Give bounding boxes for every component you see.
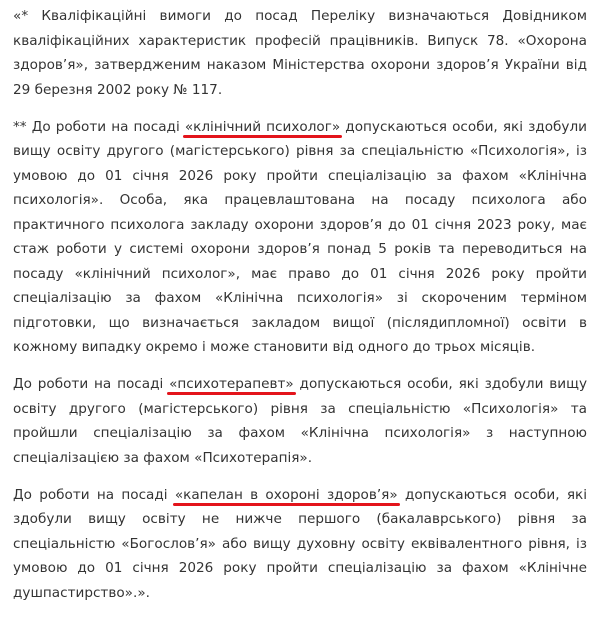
highlighted-position-clinical-psychologist: «клінічний психолог» xyxy=(184,118,341,135)
highlighted-position-chaplain: «капелан в охороні здоров’я» xyxy=(174,486,398,503)
paragraph-body: допускаються особи, які здобули вищу освіту другого (магістерського) рівня за спеціальністю «Психологія», із умовою до 01 січня 2026 року пройти спеціалізацію за фахом «Клінічна психологія». Особа, яка працевлаштована на посаду психолога або практичного психолога закладу охорони здоров’я до 01 січня 2023 року, має стаж роботи у системі охорони здоров’я понад 5 років та переводиться на посаду «клінічний психолог», має право до 01 січня 2026 року пройти спеціалізацію за фахом «Клінічна психологія» зі скороченим терміном підготовки, що визначається закладом вищої (післядипломної) освіти в кожному випадку окремо і може становити від одного до трьох місяців. xyxy=(13,118,587,355)
paragraph-body: допускаються особи, які здобули вищу освіту другого (магістерського) рівня за спеціальністю «Психологія» та пройшли спеціалізацію за фахом «Клінічна психологія» з наступною спеціалізацією за фахом «Психотерапія». xyxy=(13,376,587,466)
highlighted-position-psychotherapist: «психотерапевт» xyxy=(169,376,294,392)
paragraph-text: «* Кваліфікаційні вимоги до посад Переліку визначаються Довідником кваліфікаційних характеристик професій працівників. Випуск 78. «Охорона здоров’я», затвердженим наказом Міністерства охорони здоров’я України від 29 березня 2002 року № 117. xyxy=(13,8,587,98)
document-body xyxy=(13,0,587,618)
paragraph-lead: До роботи на посаді xyxy=(13,486,175,503)
paragraph-chaplain xyxy=(13,483,587,606)
paragraph-qualification-note xyxy=(13,4,587,102)
paragraph-psychotherapist xyxy=(13,372,587,470)
paragraph-lead: ** До роботи на посаді xyxy=(13,118,185,135)
paragraph-lead: До роботи на посаді xyxy=(13,376,170,392)
paragraph-clinical-psychologist xyxy=(13,115,587,360)
paragraph-body: допускаються особи, які здобули вищу освіту не нижче першого (бакалаврського) рівня за спеціальністю «Богослов’я» або вищу духовну освіту еквівалентного рівня, із умовою до 01 січня 2026 року пройти спеціалізацію за фахом «Клінічне душпастирство».». xyxy=(13,486,587,601)
